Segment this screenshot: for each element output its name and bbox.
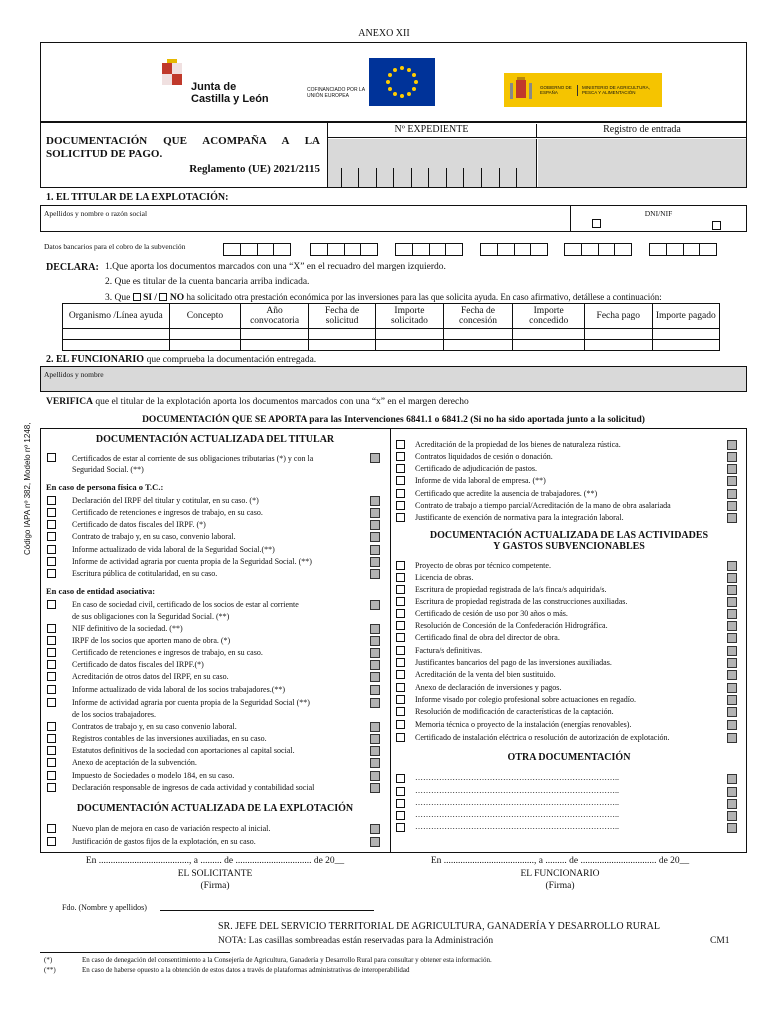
expediente-label: Nº EXPEDIENTE: [327, 124, 537, 138]
solicitante-label: EL SOLICITANTE: [177, 869, 253, 879]
doc-checkbox[interactable]: [47, 660, 56, 669]
explot-item-2: Justificación de gastos fijos de la explotación, en su caso.: [72, 837, 256, 846]
doc-checkbox[interactable]: [396, 683, 405, 692]
doc-checkbox[interactable]: [47, 824, 56, 833]
doc-checkbox[interactable]: [47, 557, 56, 566]
doc-checkbox[interactable]: [47, 508, 56, 517]
table-cell[interactable]: [585, 329, 652, 340]
asociativa-item-4: IRPF de los socios que aporten mano de obra. (*): [72, 636, 231, 645]
bank-digit-cell[interactable]: [224, 244, 241, 255]
bank-field-3[interactable]: [395, 243, 463, 256]
bank-digit-cell[interactable]: [615, 244, 631, 255]
bank-field-1[interactable]: [223, 243, 291, 256]
asociativa-item-16: Declaración responsable de ingresos de cada actividad y contabilidad social: [72, 783, 315, 792]
col-importe-pagado: Importe pagado: [652, 304, 719, 329]
titular-title: DOCUMENTACIÓN ACTUALIZADA DEL TITULAR: [95, 434, 335, 445]
admin-shaded-box: [727, 561, 737, 571]
asociativa-item-3: NIF definitivo de la sociedad. (**): [72, 624, 183, 633]
admin-shaded-box: [370, 771, 380, 781]
explot-title: DOCUMENTACIÓN ACTUALIZADA DE LA EXPLOTACIÓN: [76, 803, 354, 814]
admin-shaded-box: [370, 758, 380, 768]
eu-flag-icon: [369, 58, 435, 106]
admin-shaded-box: [727, 597, 737, 607]
doc-checkbox[interactable]: [47, 624, 56, 633]
admin-shaded-box: [727, 646, 737, 656]
doc-checkbox[interactable]: [47, 722, 56, 731]
admin-shaded-box: [727, 452, 737, 462]
bank-field-4[interactable]: [480, 243, 548, 256]
titular-checkbox-1[interactable]: [47, 453, 56, 462]
expediente-tick: [358, 168, 359, 188]
act-title-1: DOCUMENTACIÓN ACTUALIZADA DE LAS ACTIVIDADES: [429, 530, 709, 541]
bank-digit-cell[interactable]: [311, 244, 328, 255]
admin-shaded-box: [727, 658, 737, 668]
table-cell[interactable]: [652, 329, 719, 340]
admin-shaded-box: [727, 823, 737, 833]
table-cell[interactable]: [585, 340, 652, 351]
expediente-tick: [376, 168, 377, 188]
doc-checkbox[interactable]: [47, 771, 56, 780]
admin-shaded-box: [727, 609, 737, 619]
footnote-2-mark: (**): [44, 966, 56, 974]
bank-digit-cell[interactable]: [345, 244, 362, 255]
doc-checkbox[interactable]: [47, 545, 56, 554]
act-item-5: Certificado de cesión de uso por 30 años o más.: [415, 609, 568, 618]
asociativa-item-2: de sus obligaciones con la Seguridad Social. (**): [72, 612, 230, 621]
declara-3: 3. Que SI / NO ha solicitado otra prestación económica por las inversiones para las que solicita ayuda. En caso afirmativo, detállese a continuación:: [105, 292, 662, 303]
admin-shaded-box: [370, 508, 380, 518]
admin-shaded-box: [727, 573, 737, 583]
admin-shaded-box: [727, 489, 737, 499]
doc-checkbox[interactable]: [396, 707, 405, 716]
regulation-text: Reglamento (UE) 2021/2115: [189, 163, 320, 175]
table-cell[interactable]: [376, 329, 443, 340]
right-item-4: Informe de vida laboral de empresa. (**): [415, 476, 546, 485]
bank-digit-cell[interactable]: [258, 244, 275, 255]
bank-digit-cell[interactable]: [241, 244, 258, 255]
table-cell[interactable]: [513, 340, 585, 351]
bank-digit-cell[interactable]: [700, 244, 716, 255]
expediente-tick: [463, 168, 464, 188]
side-code: Código IAPA nº 382, Modelo nº 1248,: [23, 422, 32, 555]
act-item-13: Resolución de modificación de características de la captación.: [415, 707, 614, 716]
doc-checkbox[interactable]: [47, 734, 56, 743]
doc-checkbox[interactable]: [396, 787, 405, 796]
doc-checkbox[interactable]: [47, 758, 56, 767]
admin-shaded-box: [370, 569, 380, 579]
form-code: CM1: [710, 936, 730, 946]
other-aid-table: [62, 303, 720, 351]
asociativa-item-13: Estatutos definitivos de la sociedad con aportaciones al capital social.: [72, 746, 295, 755]
admin-shaded-box: [370, 734, 380, 744]
bank-digit-cell[interactable]: [328, 244, 345, 255]
footnote-2: En caso de haberse opuesto a la obtención de estos datos a través de plataformas administrativas de interoperabilidad: [82, 966, 410, 974]
place-date-funcionario[interactable]: En ......................................, a ......... de ................................ de 20__: [430, 856, 690, 866]
doc-checkbox[interactable]: [396, 452, 405, 461]
doc-checkbox[interactable]: [47, 783, 56, 792]
act-item-14: Memoria técnica o proyecto de la instalación (energías renovables).: [415, 720, 632, 729]
doc-checkbox[interactable]: [396, 585, 405, 594]
table-row[interactable]: [63, 329, 720, 340]
bank-digit-cell[interactable]: [599, 244, 616, 255]
footnote-1: En caso de denegación del consentimiento a la Consejería de Agricultura, Ganadería y Desarrollo Rural para consultar y obtener esta información.: [82, 956, 492, 964]
bank-digit-cell[interactable]: [481, 244, 498, 255]
place-date-solicitante[interactable]: En ......................................, a ......... de ................................ de 20__: [85, 856, 345, 866]
doc-checkbox[interactable]: [47, 496, 56, 505]
coat-of-arms-icon: [508, 77, 534, 103]
verifica-text: VERIFICA que el titular de la explotación aporta los documentos marcados con una “x” en el margen derecho: [46, 397, 469, 407]
expediente-tick: [481, 168, 482, 188]
registro-field[interactable]: [538, 139, 746, 187]
doc-checkbox[interactable]: [396, 464, 405, 473]
doc-checkbox[interactable]: [396, 609, 405, 618]
doc-checkbox[interactable]: [396, 573, 405, 582]
doc-checkbox[interactable]: [47, 648, 56, 657]
doc-checkbox[interactable]: [396, 561, 405, 570]
funcionario-firma: (Firma): [545, 881, 575, 891]
table-cell[interactable]: [376, 340, 443, 351]
asociativa-item-6: Certificado de datos fiscales del IRPF.(*): [72, 660, 204, 669]
doc-checkbox[interactable]: [396, 646, 405, 655]
asociativa-item-10: de los socios trabajadores.: [72, 710, 156, 719]
declara-label: DECLARA:: [46, 262, 99, 273]
titular-item-1: Certificados de estar al corriente de sus obligaciones tributarias (*) y con la: [72, 454, 314, 463]
otra-item-4[interactable]: …………………………………………………………………..: [415, 810, 619, 819]
bank-label: Datos bancarios para el cobro de la subvención: [44, 242, 186, 251]
fdo-line[interactable]: [160, 910, 374, 911]
doc-checkbox[interactable]: [396, 695, 405, 704]
admin-shaded-box: [727, 733, 737, 743]
asociativa-title: En caso de entidad asociativa:: [46, 586, 156, 596]
titular-item-2: Seguridad Social. (**): [72, 465, 144, 474]
titular-admin-box-1: [370, 453, 380, 463]
no-checkbox[interactable]: [159, 293, 167, 301]
col-fecha-concesion: Fecha de concesión: [443, 304, 513, 329]
otra-item-2[interactable]: …………………………………………………………………..: [415, 786, 619, 795]
doc-checkbox[interactable]: [396, 733, 405, 742]
doc-checkbox[interactable]: [396, 621, 405, 630]
table-cell[interactable]: [241, 329, 308, 340]
admin-shaded-box: [727, 501, 737, 511]
bank-field-2[interactable]: [310, 243, 378, 256]
expediente-tick: [499, 168, 500, 188]
right-item-5: Certificado que acredite la ausencia de trabajadores. (**): [415, 489, 598, 498]
admin-shaded-box: [727, 799, 737, 809]
expediente-tick: [411, 168, 412, 188]
admin-shaded-box: [370, 837, 380, 847]
doc-checkbox[interactable]: [396, 501, 405, 510]
bank-digit-cell[interactable]: [361, 244, 377, 255]
dni-checkbox-1[interactable]: [592, 219, 601, 228]
act-item-6: Resolución de Concesión de la Confederación Hidrográfica.: [415, 621, 608, 630]
doc-title: DOCUMENTACIÓN QUE SE APORTA para las Intervenciones 6841.1 o 6841.2 (Si no ha sido aportada junto a la solicitud): [142, 415, 645, 425]
section1-title: 1. EL TITULAR DE LA EXPLOTACIÓN:: [46, 192, 229, 203]
doc-checkbox[interactable]: [47, 600, 56, 609]
act-title-2: Y GASTOS SUBVENCIONABLES: [493, 541, 645, 552]
table-cell[interactable]: [308, 329, 375, 340]
bank-digit-cell[interactable]: [498, 244, 515, 255]
table-cell[interactable]: [652, 340, 719, 351]
asociativa-item-9: Informe de actividad agraria por cuenta propia de la Seguridad Social (**): [72, 698, 310, 707]
admin-shaded-box: [370, 532, 380, 542]
doc-checkbox[interactable]: [47, 520, 56, 529]
gobierno-logo: [504, 73, 662, 107]
right-item-2: Contratos liquidados de cesión o donación.: [415, 452, 553, 461]
col-importe-concedido: Importe concedido: [513, 304, 585, 329]
doc-checkbox[interactable]: [396, 658, 405, 667]
doc-checkbox[interactable]: [396, 476, 405, 485]
col-fecha-solicitud: Fecha de solicitud: [308, 304, 375, 329]
doc-checkbox[interactable]: [396, 513, 405, 522]
col-concepto: Concepto: [169, 304, 241, 329]
fisica-item-4: Contrato de trabajo y, en su caso, convenio laboral.: [72, 532, 236, 541]
admin-shaded-box: [727, 440, 737, 450]
table-cell[interactable]: [443, 340, 513, 351]
doc-checkbox[interactable]: [396, 823, 405, 832]
solicitante-firma: (Firma): [200, 881, 230, 891]
expediente-tick: [516, 168, 517, 188]
admin-shaded-box: [727, 585, 737, 595]
bank-digit-cell[interactable]: [446, 244, 462, 255]
doc-checkbox[interactable]: [47, 685, 56, 694]
admin-shaded-box: [727, 811, 737, 821]
act-item-12: Informe visado por colegio profesional sobre actuaciones en regadío.: [415, 695, 637, 704]
funcionario-name-field[interactable]: [40, 366, 747, 392]
act-item-10: Acreditación de la venta del bien sustituido.: [415, 670, 556, 679]
asociativa-item-11: Contratos de trabajo y, en su caso convenio laboral.: [72, 722, 237, 731]
gobierno-text: GOBIERNO DE ESPAÑA: [540, 85, 578, 96]
bank-digit-cell[interactable]: [565, 244, 582, 255]
doc-checkbox[interactable]: [396, 811, 405, 820]
admin-shaded-box: [370, 648, 380, 658]
asociativa-item-1: En caso de sociedad civil, certificado de los socios de estar al corriente: [72, 600, 299, 609]
act-item-3: Escritura de propiedad registrada de la/s finca/s adquirida/s.: [415, 585, 607, 594]
titular-name-label: Apellidos y nombre o razón social: [44, 209, 148, 218]
act-item-1: Proyecto de obras por técnico competente.: [415, 561, 551, 570]
col-importe-solicitado: Importe solicitado: [376, 304, 443, 329]
dni-checkbox-2[interactable]: [712, 221, 721, 230]
act-item-2: Licencia de obras.: [415, 573, 474, 582]
fisica-item-6: Informe de actividad agraria por cuenta propia de la Seguridad Social. (**): [72, 557, 312, 566]
fdo-label: Fdo. (Nombre y apellidos): [62, 903, 147, 912]
table-cell[interactable]: [443, 329, 513, 340]
bank-digit-cell[interactable]: [413, 244, 430, 255]
bank-digit-cell[interactable]: [515, 244, 532, 255]
funcionario-label: EL FUNCIONARIO: [520, 869, 600, 879]
admin-shaded-box: [370, 672, 380, 682]
jcyl-shield-icon: [161, 59, 183, 89]
table-cell[interactable]: [513, 329, 585, 340]
admin-note: NOTA: Las casillas sombreadas están reservadas para la Administración: [218, 936, 494, 946]
bank-digit-cell[interactable]: [396, 244, 413, 255]
eu-caption: COFINANCIADO POR LA UNIÓN EUROPEA: [307, 87, 365, 99]
admin-shaded-box: [370, 636, 380, 646]
admin-shaded-box: [727, 787, 737, 797]
footnote-1-mark: (*): [44, 956, 53, 964]
fisica-item-7: Escritura pública de cotitularidad, en su caso.: [72, 569, 218, 578]
doc-checkbox[interactable]: [396, 799, 405, 808]
bank-digit-cell[interactable]: [430, 244, 447, 255]
table-cell[interactable]: [63, 329, 170, 340]
act-item-8: Factura/s definitivas.: [415, 646, 483, 655]
doc-checkbox[interactable]: [47, 636, 56, 645]
otra-item-3[interactable]: …………………………………………………………………..: [415, 798, 619, 807]
asociativa-item-12: Registros contables de las inversiones auxiliadas, en su caso.: [72, 734, 267, 743]
admin-shaded-box: [370, 685, 380, 695]
funcionario-name-label: Apellidos y nombre: [44, 370, 104, 379]
logos-box: [40, 42, 747, 122]
bank-field-5[interactable]: [564, 243, 632, 256]
fisica-item-3: Certificado de datos fiscales del IRPF. (*): [72, 520, 206, 529]
doc-checkbox[interactable]: [47, 698, 56, 707]
jcyl-logo-text: Junta de Castilla y León: [191, 81, 269, 105]
asociativa-item-5: Certificado de retenciones e ingresos de trabajo, en su caso.: [72, 648, 263, 657]
right-item-1: Acreditación de la propiedad de los bienes de naturaleza rústica.: [415, 440, 621, 449]
admin-shaded-box: [370, 557, 380, 567]
admin-shaded-box: [727, 513, 737, 523]
expediente-tick: [428, 168, 429, 188]
admin-shaded-box: [727, 476, 737, 486]
otra-item-1[interactable]: …………………………………………………………………..: [415, 773, 619, 782]
bank-field-6[interactable]: [649, 243, 717, 256]
right-item-7: Justificante de exención de normativa para la integración laboral.: [415, 513, 624, 522]
otra-item-5[interactable]: …………………………………………………………………..: [415, 822, 619, 831]
si-checkbox[interactable]: [133, 293, 141, 301]
act-item-7: Certificado final de obra del director de obra.: [415, 633, 560, 642]
doc-checkbox[interactable]: [47, 532, 56, 541]
doc-checkbox[interactable]: [47, 569, 56, 578]
asociativa-item-15: Impuesto de Sociedades o modelo 184, en su caso.: [72, 771, 235, 780]
table-row[interactable]: [63, 340, 720, 351]
registro-label: Registro de entrada: [537, 124, 747, 138]
admin-shaded-box: [370, 824, 380, 834]
admin-shaded-box: [727, 683, 737, 693]
doc-checkbox[interactable]: [47, 746, 56, 755]
col-fecha-pago: Fecha pago: [585, 304, 652, 329]
declara-1: 1.Que aporta los documentos marcados con una “X” en el recuadro del margen izquierdo.: [105, 262, 446, 272]
header-title: DOCUMENTACIÓN QUE ACOMPAÑA A LA SOLICITUD DE PAGO.: [46, 135, 320, 160]
table-cell[interactable]: [169, 329, 241, 340]
doc-checkbox[interactable]: [396, 489, 405, 498]
otra-title: OTRA DOCUMENTACIÓN: [507, 752, 631, 763]
bank-digit-cell[interactable]: [582, 244, 599, 255]
admin-shaded-box: [727, 464, 737, 474]
admin-shaded-box: [370, 545, 380, 555]
table-cell[interactable]: [63, 340, 170, 351]
right-item-3: Certificado de adjudicación de pastos.: [415, 464, 537, 473]
admin-shaded-box: [370, 783, 380, 793]
expediente-tick: [446, 168, 447, 188]
asociativa-item-14: Anexo de aceptación de la subvención.: [72, 758, 197, 767]
admin-shaded-box: [727, 621, 737, 631]
doc-checkbox[interactable]: [47, 672, 56, 681]
table-cell[interactable]: [169, 340, 241, 351]
col-organismo: Organismo /Línea ayuda: [63, 304, 170, 329]
bank-digit-cell[interactable]: [531, 244, 547, 255]
admin-shaded-box: [370, 496, 380, 506]
doc-checkbox[interactable]: [396, 597, 405, 606]
admin-shaded-box: [370, 746, 380, 756]
admin-shaded-box: [727, 707, 737, 717]
addressee: SR. JEFE DEL SERVICIO TERRITORIAL DE AGRICULTURA, GANADERÍA Y DESARROLLO RURAL: [218, 921, 660, 932]
doc-checkbox[interactable]: [396, 774, 405, 783]
dni-label: DNI/NIF: [644, 209, 673, 218]
doc-checkbox[interactable]: [396, 720, 405, 729]
admin-shaded-box: [727, 670, 737, 680]
col-anio: Año convocatoria: [241, 304, 308, 329]
admin-shaded-box: [727, 633, 737, 643]
bank-digit-cell[interactable]: [684, 244, 701, 255]
admin-shaded-box: [370, 624, 380, 634]
doc-checkbox[interactable]: [47, 837, 56, 846]
declara-2: 2. Que es titular de la cuenta bancaria arriba indicada.: [105, 277, 310, 287]
admin-shaded-box: [370, 600, 380, 610]
footnote-divider: [40, 952, 230, 953]
fisica-item-5: Informe actualizado de vida laboral de la Seguridad Social.(**): [72, 545, 275, 554]
admin-shaded-box: [370, 520, 380, 530]
section2-title: 2. EL FUNCIONARIO que comprueba la documentación entregada.: [46, 354, 317, 365]
table-cell[interactable]: [308, 340, 375, 351]
admin-shaded-box: [727, 720, 737, 730]
fisica-title: En caso de persona física o T.C.:: [46, 482, 164, 492]
ministerio-text: MINISTERIO DE AGRICULTURA, PESCA Y ALIMENTACIÓN: [582, 84, 650, 95]
admin-shaded-box: [727, 695, 737, 705]
expediente-tick: [341, 168, 342, 188]
explot-item-1: Nuevo plan de mejora en caso de variación respecto al inicial.: [72, 824, 271, 833]
bank-digit-cell[interactable]: [667, 244, 684, 255]
annex-title: ANEXO XII: [358, 28, 410, 39]
act-item-15: Certificado de instalación eléctrica o resolución de autorización de explotación.: [415, 733, 670, 742]
admin-shaded-box: [727, 774, 737, 784]
act-item-4: Escritura de propiedad registrada de las construcciones auxiliadas.: [415, 597, 628, 606]
asociativa-item-7: Acreditación de otros datos del IRPF, en su caso.: [72, 672, 229, 681]
right-item-6: Contrato de trabajo a tiempo parcial/Acreditación de la mano de obra asalariada: [415, 501, 671, 510]
expediente-tick: [393, 168, 394, 188]
admin-shaded-box: [370, 722, 380, 732]
expediente-field[interactable]: [328, 139, 537, 187]
doc-checkbox[interactable]: [396, 440, 405, 449]
asociativa-item-8: Informe actualizado de vida laboral de los socios trabajadores.(**): [72, 685, 286, 694]
act-item-9: Justificantes bancarios del pago de las inversiones auxiliadas.: [415, 658, 612, 667]
admin-shaded-box: [370, 698, 380, 708]
act-item-11: Anexo de declaración de inversiones y pagos.: [415, 683, 562, 692]
admin-shaded-box: [370, 660, 380, 670]
fisica-item-1: Declaración del IRPF del titular y cotitular, en su caso. (*): [72, 496, 259, 505]
table-cell[interactable]: [241, 340, 308, 351]
doc-checkbox[interactable]: [396, 670, 405, 679]
bank-digit-cell[interactable]: [274, 244, 290, 255]
doc-checkbox[interactable]: [396, 633, 405, 642]
fisica-item-2: Certificado de retenciones e ingresos de trabajo, en su caso.: [72, 508, 263, 517]
bank-digit-cell[interactable]: [650, 244, 667, 255]
